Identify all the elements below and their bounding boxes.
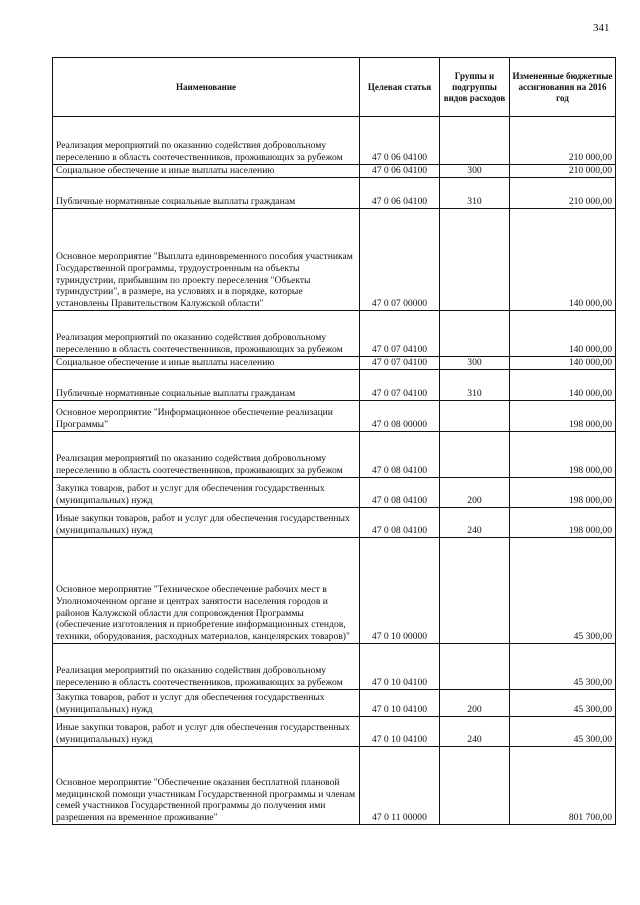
row-amount: 801 700,00 xyxy=(510,747,616,825)
table-row xyxy=(53,538,616,644)
row-code: 47 0 06 04100 xyxy=(360,165,440,178)
row-group: 240 xyxy=(440,508,510,538)
row-name: Основное мероприятие "Обеспечение оказания бесплатной плановой медицинской помощи участникам Государственной программы и членам семей участников Государственной программы до получения ими разрешения на временное проживание" xyxy=(53,747,360,825)
row-name: Основное мероприятие "Выплата единовременного пособия участникам Государственной программы, трудоустроенным на объекты туриндустрии, прибывшим по проекту переселения "Объекты туриндустрии", в размере, на условиях и в порядке, которые установлены Правительством Калужской области" xyxy=(53,209,360,311)
row-amount: 198 000,00 xyxy=(510,478,616,508)
row-name: Реализация мероприятий по оказанию содействия добровольному переселению в область соотечественников, проживающих за рубежом xyxy=(53,311,360,357)
row-code: 47 0 07 00000 xyxy=(360,209,440,311)
budget-table xyxy=(52,57,616,825)
table-row xyxy=(53,478,616,508)
row-group: 200 xyxy=(440,478,510,508)
row-name: Реализация мероприятий по оказанию содействия добровольному переселению в область соотечественников, проживающих за рубежом xyxy=(53,432,360,478)
table-row xyxy=(53,209,616,311)
row-group xyxy=(440,401,510,432)
row-group: 300 xyxy=(440,165,510,178)
row-amount: 140 000,00 xyxy=(510,357,616,370)
row-group xyxy=(440,432,510,478)
row-code: 47 0 10 00000 xyxy=(360,538,440,644)
row-code: 47 0 07 04100 xyxy=(360,357,440,370)
row-code: 47 0 06 04100 xyxy=(360,178,440,209)
table-row xyxy=(53,717,616,747)
row-group xyxy=(440,644,510,690)
row-amount: 140 000,00 xyxy=(510,370,616,401)
row-name: Закупка товаров, работ и услуг для обеспечения государственных (муниципальных) нужд xyxy=(53,690,360,717)
row-amount: 140 000,00 xyxy=(510,311,616,357)
row-name: Основное мероприятие "Техническое обеспечение рабочих мест в Уполномоченном органе и центрах занятости населения городов и районов Калужской области для сопровождения Программы (обеспечение изготовления и приобретение информационных стендов, техники, оборудования, расходных материалов, канцелярских товаров)" xyxy=(53,538,360,644)
row-amount: 140 000,00 xyxy=(510,209,616,311)
table-header-row xyxy=(53,58,616,117)
row-code: 47 0 07 04100 xyxy=(360,370,440,401)
row-code: 47 0 10 04100 xyxy=(360,690,440,717)
table-row xyxy=(53,357,616,370)
row-amount: 45 300,00 xyxy=(510,644,616,690)
row-amount: 210 000,00 xyxy=(510,165,616,178)
row-amount: 198 000,00 xyxy=(510,401,616,432)
header-code: Целевая статья xyxy=(360,58,440,117)
row-group: 200 xyxy=(440,690,510,717)
row-group: 300 xyxy=(440,357,510,370)
row-name: Реализация мероприятий по оказанию содействия добровольному переселению в область соотечественников, проживающих за рубежом xyxy=(53,644,360,690)
row-group: 310 xyxy=(440,178,510,209)
row-amount: 198 000,00 xyxy=(510,432,616,478)
table-row xyxy=(53,508,616,538)
row-code: 47 0 10 04100 xyxy=(360,717,440,747)
row-name: Социальное обеспечение и иные выплаты населению xyxy=(53,165,360,178)
row-name: Реализация мероприятий по оказанию содействия добровольному переселению в область соотечественников, проживающих за рубежом xyxy=(53,117,360,165)
row-group xyxy=(440,538,510,644)
row-name: Социальное обеспечение и иные выплаты населению xyxy=(53,357,360,370)
header-group: Группы и подгруппы видов расходов xyxy=(440,58,510,117)
row-amount: 210 000,00 xyxy=(510,117,616,165)
row-code: 47 0 08 00000 xyxy=(360,401,440,432)
row-amount: 210 000,00 xyxy=(510,178,616,209)
table-row xyxy=(53,401,616,432)
row-amount: 198 000,00 xyxy=(510,508,616,538)
row-code: 47 0 07 04100 xyxy=(360,311,440,357)
row-group: 310 xyxy=(440,370,510,401)
table-row xyxy=(53,432,616,478)
row-name: Закупка товаров, работ и услуг для обеспечения государственных (муниципальных) нужд xyxy=(53,478,360,508)
header-amount: Измененные бюджетные ассигнования на 2016 год xyxy=(510,58,616,117)
row-group xyxy=(440,747,510,825)
table-row xyxy=(53,747,616,825)
row-name: Публичные нормативные социальные выплаты гражданам xyxy=(53,370,360,401)
row-name: Иные закупки товаров, работ и услуг для обеспечения государственных (муниципальных) нужд xyxy=(53,717,360,747)
row-code: 47 0 11 00000 xyxy=(360,747,440,825)
row-amount: 45 300,00 xyxy=(510,690,616,717)
table-row xyxy=(53,311,616,357)
header-name: Наименование xyxy=(53,58,360,117)
table-row xyxy=(53,370,616,401)
row-group xyxy=(440,117,510,165)
row-code: 47 0 08 04100 xyxy=(360,508,440,538)
table-row xyxy=(53,117,616,165)
row-name: Основное мероприятие "Информационное обеспечение реализации Программы" xyxy=(53,401,360,432)
row-code: 47 0 08 04100 xyxy=(360,432,440,478)
row-group xyxy=(440,209,510,311)
table-row xyxy=(53,644,616,690)
row-amount: 45 300,00 xyxy=(510,717,616,747)
page-number: 341 xyxy=(593,22,610,34)
row-code: 47 0 06 04100 xyxy=(360,117,440,165)
row-name: Публичные нормативные социальные выплаты гражданам xyxy=(53,178,360,209)
row-code: 47 0 08 04100 xyxy=(360,478,440,508)
row-code: 47 0 10 04100 xyxy=(360,644,440,690)
row-group: 240 xyxy=(440,717,510,747)
table-row xyxy=(53,690,616,717)
row-group xyxy=(440,311,510,357)
row-amount: 45 300,00 xyxy=(510,538,616,644)
table-row xyxy=(53,178,616,209)
row-name: Иные закупки товаров, работ и услуг для обеспечения государственных (муниципальных) нужд xyxy=(53,508,360,538)
table-row xyxy=(53,165,616,178)
